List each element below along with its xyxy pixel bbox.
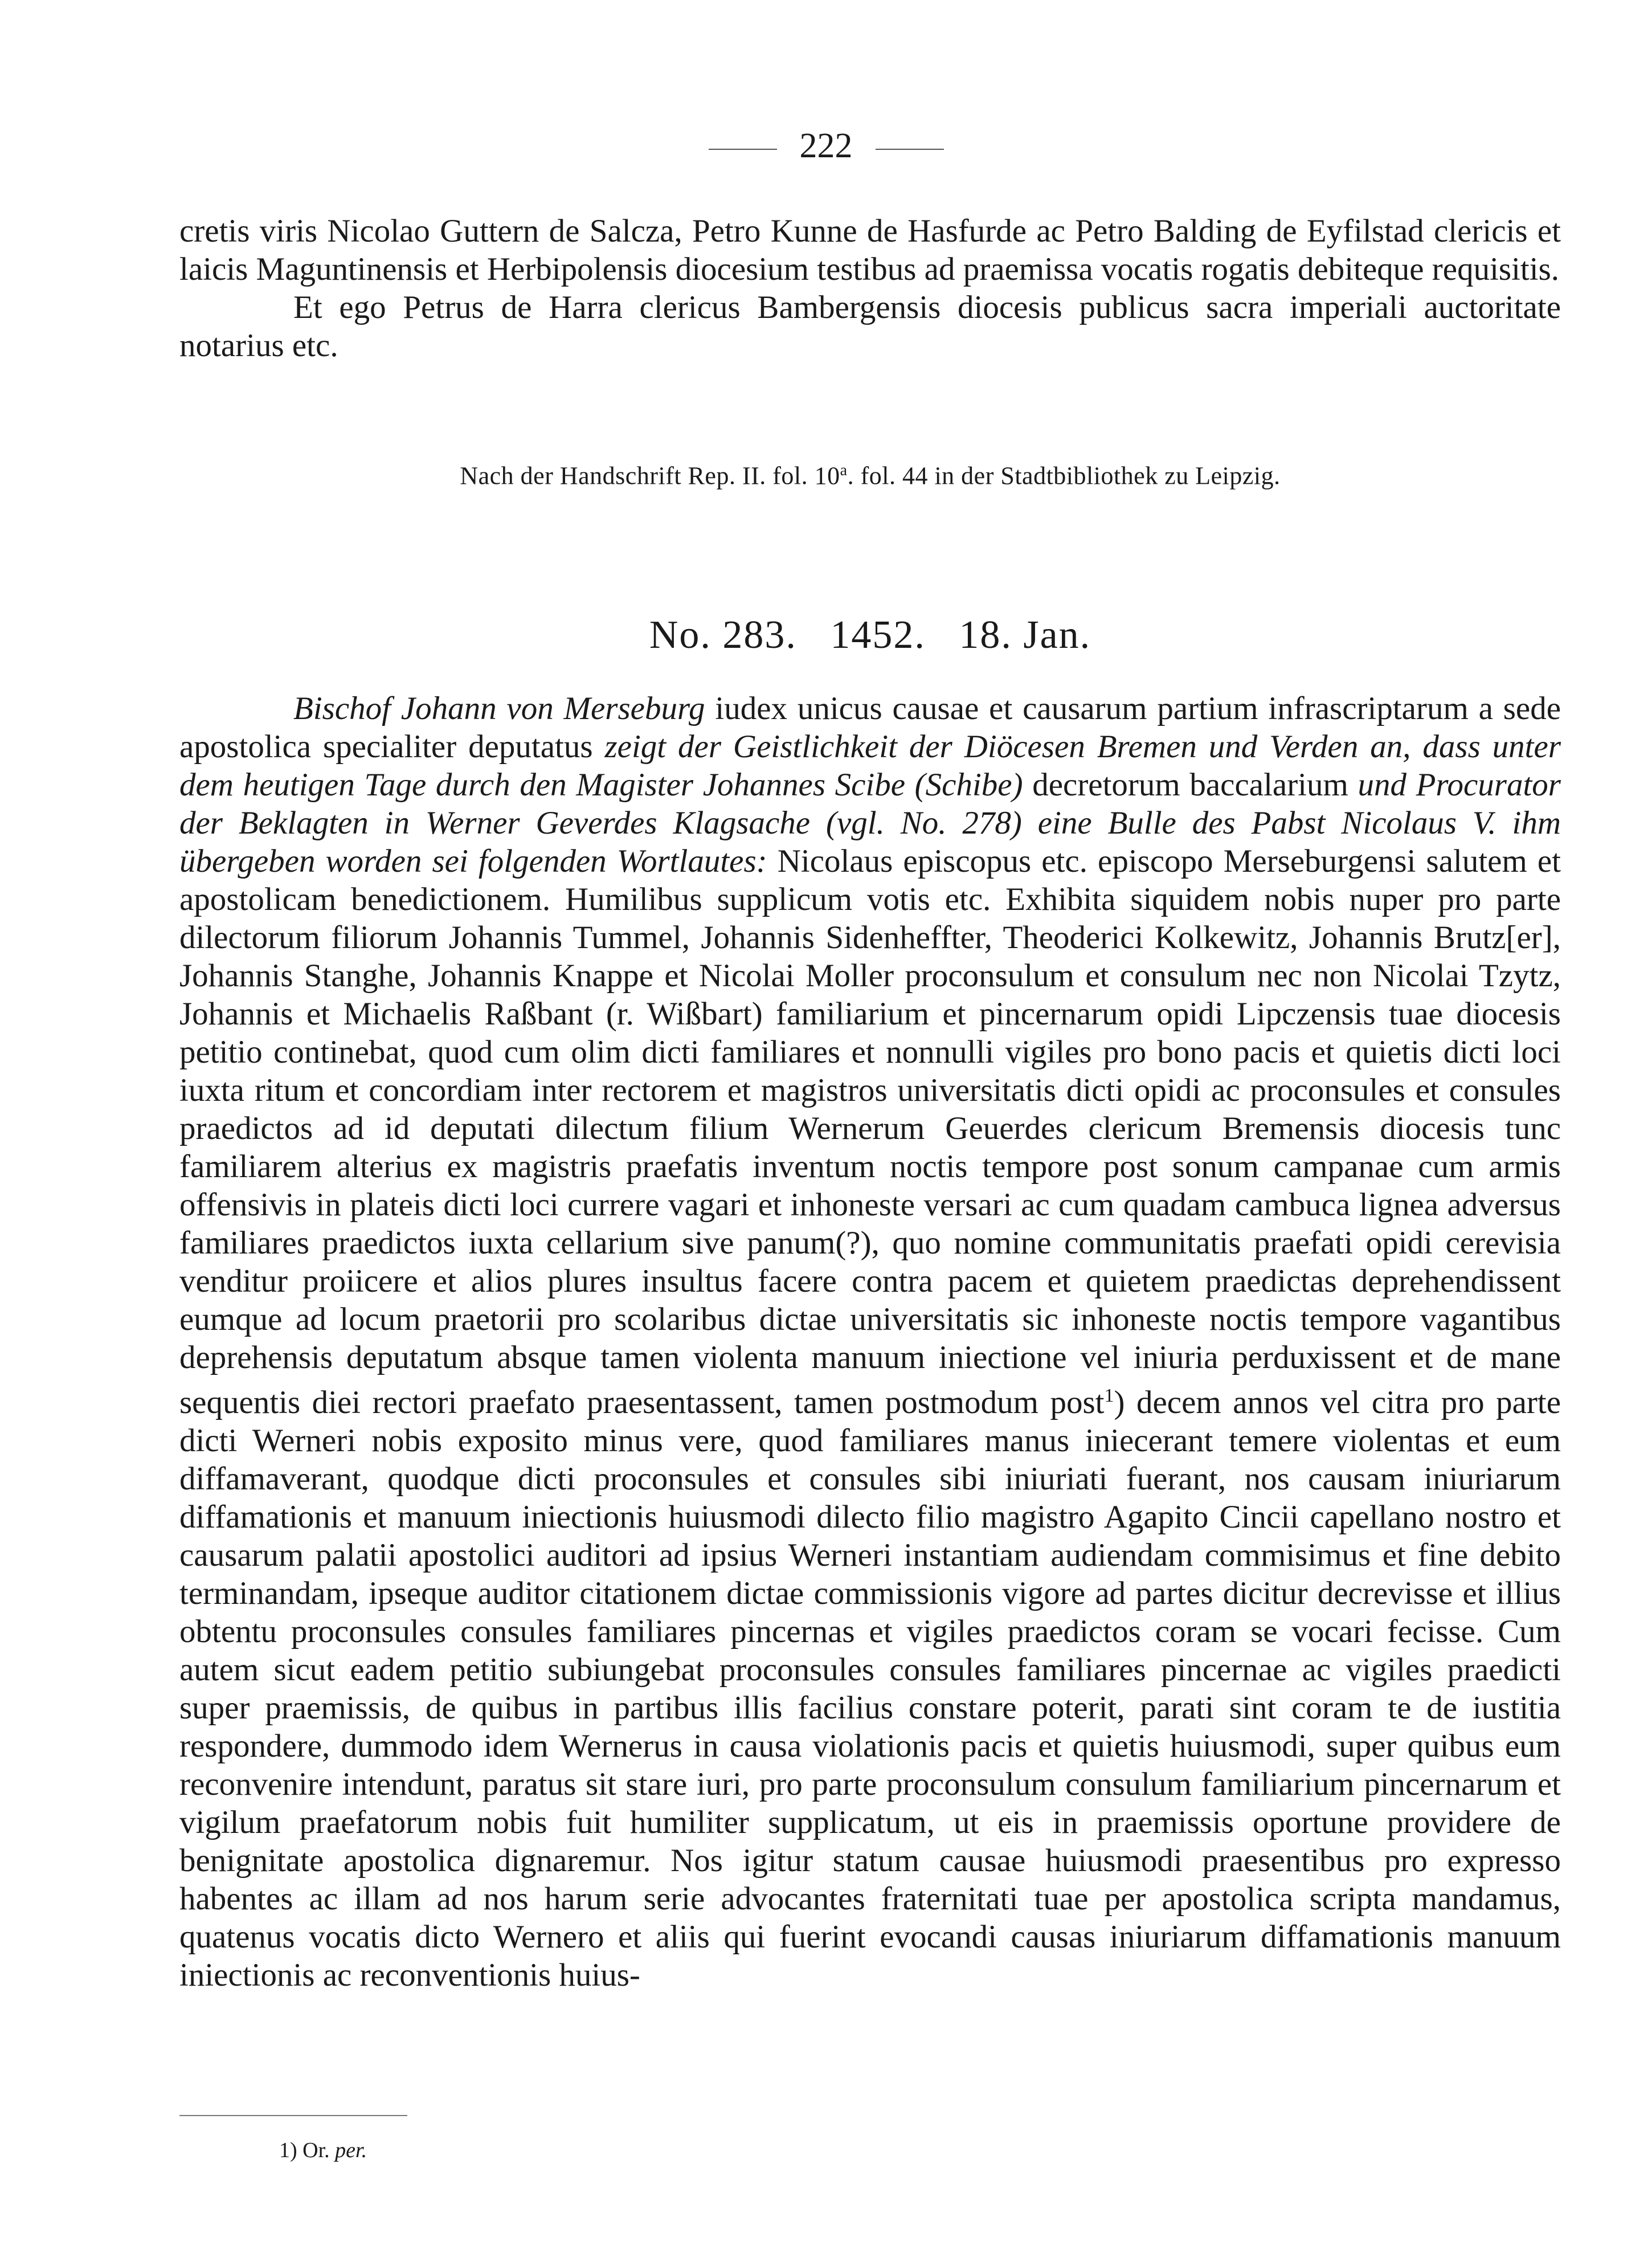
source-note (179, 456, 1561, 491)
summary-part-1: Bischof Johann von Merseburg (293, 691, 705, 726)
document-heading-block (179, 613, 1561, 658)
summary-part-5: und Procurator der Beklagten in Werner Geverdes Klagsache (vgl. No. 278) eine Bulle des Pabst Nicolaus V. ihm übergeben worden sei folgenden Wortlautes: (179, 767, 1561, 879)
page-header (0, 128, 1652, 164)
summary-part-3: zeigt der Geistlichkeit der Diöcesen Bremen und Verden an, dass unter dem heutigen Tage durch den Magister Johannes Scibe (Schibe) (179, 729, 1561, 803)
closing-section (179, 212, 1561, 365)
source-citation (179, 456, 1561, 491)
footnote (279, 2138, 367, 2163)
witnesses-paragraph: cretis viris Nicolao Guttern de Salcza, Petro Kunne de Hasfurde ac Petro Balding de Eyfilstad clericis et laicis Maguntinensis et Herbipolensis diocesium testibus ad praemissa vocatis rogatis debiteque requisitis. (179, 213, 1561, 287)
header-rule-left (709, 149, 777, 150)
summary-part-2: iudex unicus causae et causarum partium infrascriptarum a sede apostolica specialiter deputatus (179, 691, 1561, 765)
bull-text-part-2: ) decem annos vel citra pro parte dicti Werneri nobis exposito minus vere, quod familiares manus iniecerant temere violentas et eum diffamaverant, quodque dicti proconsules et consules sibi iniuriati fuerant, nos causam iniuriarum diffamationis et manuum iniectionis huiusmodi dilecto filio magistro Agapito Cincii capellano nostro et causarum palatii apostolici auditori ad ipsius Werneri instantiam audiendam commisimus et fine debito terminandam, ipseque auditor citationem dictae commissionis vigore ad partes dicitur decrevisse et illius obtentu proconsules consules familiares pincernas et vigiles praedictos coram se vocari fecisse. Cum autem sicut eadem petitio subiungebat proconsules consules familiares pincernae ac vigiles praedicti super praemissis, de quibus in partibus illis facilius constare poterit, parati sint coram te de iustitia respondere, dummodo idem Wernerus in causa violationis pacis et quietis huiusmodi, super quibus eum reconvenire intendunt, paratus sit stare iuri, pro parte proconsulum consulum familiarium pincernarum et vigilum praefatorum nobis fuit humiliter supplicatum, ut eis in praemissis oportune providere de benignitate apostolica dignaremur. Nos igitur statum causae huiusmodi praesentibus pro expresso habentes ac illam ad nos harum serie advocantes fraternitati tuae per apostolica scripta mandamus, quatenus vocatis dicto Wernero et aliis qui fuerint evocandi causas iniuriarum diffamationis manuum iniectionis ac reconventionis huius- (179, 1385, 1561, 1993)
document-heading: No. 283. 1452. 18. Jan. (649, 613, 1091, 657)
footnote-marker: 1) Or. (279, 2138, 330, 2162)
document-body (179, 689, 1561, 1994)
footnote-text: per. (335, 2138, 367, 2162)
document-text (179, 689, 1561, 1994)
page-number: 222 (799, 126, 853, 165)
notary-paragraph: Et ego Petrus de Harra clericus Bambergensis diocesis publicus sacra imperiali auctoritate notarius etc. (179, 289, 1561, 364)
header-rule-right (876, 149, 944, 150)
footnote-divider (179, 2115, 407, 2116)
source-text-before: Nach der Handschrift Rep. II. fol. 10 (460, 462, 840, 490)
footnote-reference: 1 (1104, 1385, 1114, 1406)
bull-text-part-1: Nicolaus episcopus etc. episcopo Merseburgensi salutem et apostolicam benedictionem. Humilibus supplicum votis etc. Exhibita siquidem nobis nuper pro parte dilectorum filiorum Johannis Tummel, Johannis Sidenheffter, Theoderici Kolkewitz, Johannis Brutz[er], Johannis Stanghe, Johannis Knappe et Nicolai Moller proconsulum et consulum nec non Nicolai Tzytz, Johannis et Michaelis Raßbant (r. Wißbart) familiarium et pincernarum opidi Lipczensis tuae diocesis petitio continebat, quod cum olim dicti familiares et nonnulli vigiles pro bono pacis et quietis dicti loci iuxta ritum et concordiam inter rectorem et magistros universitatis dicti opidi ac proconsules et consules praedictos ad id deputati dilectum filium Wernerum Geuerdes clericum Bremensis diocesis tunc familiarem alterius ex magistris praefatis inventum noctis tempore post sonum campanae cum armis offensivis in plateis dicti loci currere vagari et inhoneste versari ac cum quadam cambuca lignea adversus familiares praedictos iuxta cellarium sive panum(?), quo nomine communitatis praefati opidi cerevisia venditur proiicere et alios plures insultus facere contra pacem et quietem praedictas deprehendissent eumque ad locum praetorii pro scolaribus dictae universitatis sic inhoneste noctis tempore vagantibus deprehensis deputatum absque tamen violenta manuum iniectione vel iniuria perduxissent et de mane sequentis diei rectori praefato praesentassent, tamen postmodum post (179, 843, 1561, 1420)
summary-part-4: decretorum baccalarium (1023, 767, 1358, 803)
source-superscript: a (840, 462, 848, 479)
source-text-after: . fol. 44 in der Stadtbibliothek zu Leipzig. (847, 462, 1281, 490)
